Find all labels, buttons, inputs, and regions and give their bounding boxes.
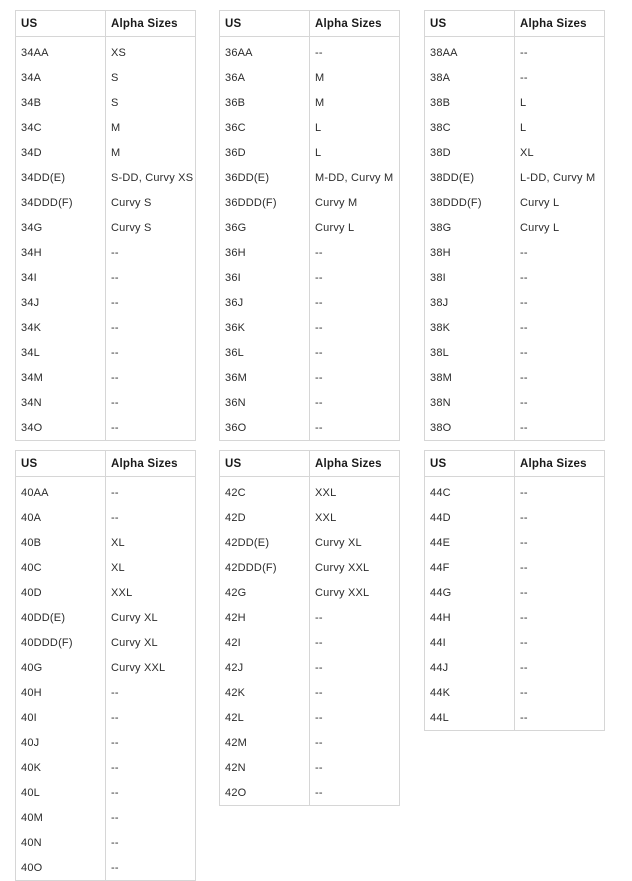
- alpha-size-cell: XXL: [310, 505, 400, 530]
- us-size-cell: 36A: [220, 65, 310, 90]
- us-size-cell: 40K: [16, 755, 106, 780]
- alpha-size-cell: --: [310, 680, 400, 705]
- table-row: [425, 390, 605, 415]
- alpha-size-cell: Curvy S: [106, 190, 196, 215]
- alpha-size-cell: Curvy XXL: [310, 580, 400, 605]
- table-row: [425, 240, 605, 265]
- us-size-cell: 38DD(E): [425, 165, 515, 190]
- table-row: [425, 415, 605, 441]
- table-row: [16, 415, 196, 441]
- alpha-size-cell: --: [310, 340, 400, 365]
- us-size-cell: 40DD(E): [16, 605, 106, 630]
- table-row: [16, 855, 196, 881]
- us-size-cell: 42DD(E): [220, 530, 310, 555]
- table-row: [425, 680, 605, 705]
- us-size-cell: 36M: [220, 365, 310, 390]
- us-size-cell: 34L: [16, 340, 106, 365]
- table-row: [425, 630, 605, 655]
- header-us: US: [16, 451, 106, 477]
- table-row: [425, 190, 605, 215]
- alpha-size-cell: --: [515, 655, 605, 680]
- table-row: [425, 705, 605, 731]
- table-row: [16, 165, 196, 190]
- header-us: US: [220, 451, 310, 477]
- us-size-cell: 36B: [220, 90, 310, 115]
- table-row: [220, 755, 400, 780]
- alpha-size-cell: --: [515, 290, 605, 315]
- us-size-cell: 42D: [220, 505, 310, 530]
- table-row: [220, 630, 400, 655]
- table-row: [16, 705, 196, 730]
- table-row: [220, 605, 400, 630]
- table-row: [16, 555, 196, 580]
- alpha-size-cell: --: [310, 365, 400, 390]
- header-us: US: [425, 451, 515, 477]
- table-row: [425, 315, 605, 340]
- table-row: [16, 655, 196, 680]
- alpha-size-cell: M: [310, 90, 400, 115]
- alpha-size-cell: Curvy XXL: [106, 655, 196, 680]
- alpha-size-cell: --: [106, 340, 196, 365]
- alpha-size-cell: --: [310, 290, 400, 315]
- table-header-row: [425, 451, 605, 477]
- header-alpha-sizes: Alpha Sizes: [515, 451, 605, 477]
- table-row: [16, 115, 196, 140]
- table-row: [220, 315, 400, 340]
- alpha-size-cell: L: [515, 115, 605, 140]
- alpha-size-cell: M: [106, 115, 196, 140]
- us-size-cell: 42M: [220, 730, 310, 755]
- alpha-size-cell: --: [515, 390, 605, 415]
- alpha-size-cell: S: [106, 90, 196, 115]
- us-size-cell: 42L: [220, 705, 310, 730]
- us-size-cell: 38B: [425, 90, 515, 115]
- table-row: [425, 140, 605, 165]
- table-header-row: [16, 451, 196, 477]
- us-size-cell: 38A: [425, 65, 515, 90]
- us-size-cell: 34A: [16, 65, 106, 90]
- table-row: [220, 705, 400, 730]
- alpha-size-cell: --: [515, 580, 605, 605]
- us-size-cell: 40L: [16, 780, 106, 805]
- alpha-size-cell: L: [515, 90, 605, 115]
- table-row: [220, 65, 400, 90]
- alpha-size-cell: --: [310, 605, 400, 630]
- table-row: [16, 805, 196, 830]
- table-row: [425, 365, 605, 390]
- alpha-size-cell: XXL: [310, 477, 400, 506]
- table-row: [16, 630, 196, 655]
- alpha-size-cell: L-DD, Curvy M: [515, 165, 605, 190]
- us-size-cell: 44I: [425, 630, 515, 655]
- us-size-cell: 42I: [220, 630, 310, 655]
- alpha-size-cell: L: [310, 140, 400, 165]
- us-size-cell: 38N: [425, 390, 515, 415]
- alpha-size-cell: Curvy L: [515, 190, 605, 215]
- us-size-cell: 38DDD(F): [425, 190, 515, 215]
- table-row: [220, 555, 400, 580]
- us-size-cell: 44G: [425, 580, 515, 605]
- table-row: [425, 580, 605, 605]
- table-row: [220, 340, 400, 365]
- alpha-size-cell: XS: [106, 37, 196, 66]
- table-row: [16, 37, 196, 66]
- us-size-cell: 38H: [425, 240, 515, 265]
- table-row: [16, 215, 196, 240]
- us-size-cell: 34H: [16, 240, 106, 265]
- alpha-size-cell: --: [106, 855, 196, 881]
- table-row: [220, 90, 400, 115]
- us-size-cell: 38M: [425, 365, 515, 390]
- header-alpha-sizes: Alpha Sizes: [106, 451, 196, 477]
- alpha-size-cell: --: [106, 240, 196, 265]
- header-us: US: [16, 11, 106, 37]
- us-size-cell: 40M: [16, 805, 106, 830]
- us-size-cell: 34D: [16, 140, 106, 165]
- alpha-size-cell: --: [310, 37, 400, 66]
- us-size-cell: 34DD(E): [16, 165, 106, 190]
- us-size-cell: 36C: [220, 115, 310, 140]
- alpha-size-cell: --: [310, 755, 400, 780]
- us-size-cell: 34M: [16, 365, 106, 390]
- us-size-cell: 40B: [16, 530, 106, 555]
- us-size-cell: 38K: [425, 315, 515, 340]
- us-size-cell: 44L: [425, 705, 515, 731]
- table-row: [16, 390, 196, 415]
- alpha-size-cell: Curvy S: [106, 215, 196, 240]
- alpha-size-cell: --: [515, 240, 605, 265]
- us-size-cell: 40I: [16, 705, 106, 730]
- table-row: [220, 780, 400, 806]
- alpha-size-cell: M: [310, 65, 400, 90]
- alpha-size-cell: --: [310, 630, 400, 655]
- alpha-size-cell: M-DD, Curvy M: [310, 165, 400, 190]
- us-size-cell: 34G: [16, 215, 106, 240]
- size-table: [15, 10, 196, 441]
- us-size-cell: 36N: [220, 390, 310, 415]
- table-row: [16, 530, 196, 555]
- us-size-cell: 42J: [220, 655, 310, 680]
- size-table: [424, 10, 605, 441]
- alpha-size-cell: --: [515, 630, 605, 655]
- us-size-cell: 42C: [220, 477, 310, 506]
- us-size-cell: 44D: [425, 505, 515, 530]
- us-size-cell: 38L: [425, 340, 515, 365]
- size-table: [219, 450, 400, 806]
- alpha-size-cell: XL: [106, 530, 196, 555]
- alpha-size-cell: --: [310, 240, 400, 265]
- table-row: [220, 265, 400, 290]
- table-row: [16, 780, 196, 805]
- us-size-cell: 44F: [425, 555, 515, 580]
- alpha-size-cell: --: [515, 505, 605, 530]
- us-size-cell: 40D: [16, 580, 106, 605]
- table-row: [220, 415, 400, 441]
- table-row: [16, 365, 196, 390]
- alpha-size-cell: --: [310, 655, 400, 680]
- alpha-size-cell: L: [310, 115, 400, 140]
- table-row: [425, 65, 605, 90]
- us-size-cell: 34J: [16, 290, 106, 315]
- table-row: [220, 477, 400, 506]
- us-size-cell: 40H: [16, 680, 106, 705]
- table-row: [16, 755, 196, 780]
- us-size-cell: 38D: [425, 140, 515, 165]
- alpha-size-cell: Curvy XXL: [310, 555, 400, 580]
- table-row: [220, 580, 400, 605]
- us-size-cell: 36DD(E): [220, 165, 310, 190]
- table-row: [16, 830, 196, 855]
- us-size-cell: 38G: [425, 215, 515, 240]
- us-size-cell: 34DDD(F): [16, 190, 106, 215]
- us-size-cell: 36L: [220, 340, 310, 365]
- alpha-size-cell: --: [106, 390, 196, 415]
- us-size-cell: 38I: [425, 265, 515, 290]
- alpha-size-cell: --: [310, 730, 400, 755]
- table-row: [220, 655, 400, 680]
- table-row: [16, 265, 196, 290]
- us-size-cell: 40DDD(F): [16, 630, 106, 655]
- us-size-cell: 36I: [220, 265, 310, 290]
- table-row: [220, 680, 400, 705]
- alpha-size-cell: --: [515, 365, 605, 390]
- us-size-cell: 34C: [16, 115, 106, 140]
- alpha-size-cell: Curvy XL: [310, 530, 400, 555]
- us-size-cell: 38J: [425, 290, 515, 315]
- size-table: [219, 10, 400, 441]
- alpha-size-cell: --: [515, 477, 605, 506]
- us-size-cell: 38AA: [425, 37, 515, 66]
- us-size-cell: 34K: [16, 315, 106, 340]
- table-row: [425, 605, 605, 630]
- us-size-cell: 36K: [220, 315, 310, 340]
- table-row: [220, 505, 400, 530]
- us-size-cell: 36O: [220, 415, 310, 441]
- table-row: [16, 340, 196, 365]
- table-row: [425, 477, 605, 506]
- alpha-size-cell: --: [106, 505, 196, 530]
- table-row: [220, 115, 400, 140]
- alpha-size-cell: Curvy L: [515, 215, 605, 240]
- table-row: [425, 115, 605, 140]
- alpha-size-cell: Curvy XL: [106, 605, 196, 630]
- header-alpha-sizes: Alpha Sizes: [310, 451, 400, 477]
- us-size-cell: 38O: [425, 415, 515, 441]
- table-row: [16, 315, 196, 340]
- table-row: [16, 290, 196, 315]
- us-size-cell: 42K: [220, 680, 310, 705]
- table-row: [425, 37, 605, 66]
- table-row: [220, 240, 400, 265]
- us-size-cell: 36D: [220, 140, 310, 165]
- header-alpha-sizes: Alpha Sizes: [106, 11, 196, 37]
- table-header-row: [220, 11, 400, 37]
- header-alpha-sizes: Alpha Sizes: [515, 11, 605, 37]
- alpha-size-cell: --: [106, 290, 196, 315]
- alpha-size-cell: --: [515, 705, 605, 731]
- alpha-size-cell: S: [106, 65, 196, 90]
- table-row: [425, 530, 605, 555]
- alpha-size-cell: --: [106, 365, 196, 390]
- header-alpha-sizes: Alpha Sizes: [310, 11, 400, 37]
- table-row: [220, 215, 400, 240]
- table-row: [425, 215, 605, 240]
- alpha-size-cell: Curvy M: [310, 190, 400, 215]
- alpha-size-cell: --: [310, 415, 400, 441]
- alpha-size-cell: --: [106, 680, 196, 705]
- table-row: [220, 37, 400, 66]
- table-row: [425, 340, 605, 365]
- table-row: [16, 580, 196, 605]
- us-size-cell: 42H: [220, 605, 310, 630]
- table-row: [425, 655, 605, 680]
- size-table: [424, 450, 605, 731]
- alpha-size-cell: --: [515, 65, 605, 90]
- alpha-size-cell: --: [106, 830, 196, 855]
- alpha-size-cell: --: [106, 415, 196, 441]
- us-size-cell: 40AA: [16, 477, 106, 506]
- table-row: [220, 140, 400, 165]
- table-header-row: [220, 451, 400, 477]
- alpha-size-cell: --: [310, 390, 400, 415]
- table-row: [16, 90, 196, 115]
- table-row: [220, 730, 400, 755]
- alpha-size-cell: XXL: [106, 580, 196, 605]
- table-row: [16, 730, 196, 755]
- alpha-size-cell: M: [106, 140, 196, 165]
- us-size-cell: 40A: [16, 505, 106, 530]
- table-row: [220, 365, 400, 390]
- us-size-cell: 44C: [425, 477, 515, 506]
- table-row: [16, 680, 196, 705]
- table-row: [425, 290, 605, 315]
- alpha-size-cell: --: [515, 605, 605, 630]
- us-size-cell: 34N: [16, 390, 106, 415]
- alpha-size-cell: --: [106, 315, 196, 340]
- alpha-size-cell: --: [515, 265, 605, 290]
- us-size-cell: 40J: [16, 730, 106, 755]
- table-row: [220, 190, 400, 215]
- us-size-cell: 34B: [16, 90, 106, 115]
- table-row: [220, 290, 400, 315]
- table-row: [16, 240, 196, 265]
- us-size-cell: 36H: [220, 240, 310, 265]
- table-row: [16, 477, 196, 506]
- alpha-size-cell: --: [515, 340, 605, 365]
- table-row: [220, 530, 400, 555]
- us-size-cell: 36J: [220, 290, 310, 315]
- alpha-size-cell: --: [106, 705, 196, 730]
- alpha-size-cell: XL: [106, 555, 196, 580]
- alpha-size-cell: --: [515, 415, 605, 441]
- alpha-size-cell: --: [515, 680, 605, 705]
- header-us: US: [220, 11, 310, 37]
- us-size-cell: 40G: [16, 655, 106, 680]
- table-row: [425, 265, 605, 290]
- us-size-cell: 44K: [425, 680, 515, 705]
- us-size-cell: 40O: [16, 855, 106, 881]
- table-row: [425, 165, 605, 190]
- alpha-size-cell: S-DD, Curvy XS: [106, 165, 196, 190]
- alpha-size-cell: --: [106, 477, 196, 506]
- alpha-size-cell: --: [310, 315, 400, 340]
- table-row: [425, 90, 605, 115]
- table-row: [16, 65, 196, 90]
- us-size-cell: 40C: [16, 555, 106, 580]
- alpha-size-cell: --: [310, 705, 400, 730]
- alpha-size-cell: --: [106, 780, 196, 805]
- us-size-cell: 42N: [220, 755, 310, 780]
- header-us: US: [425, 11, 515, 37]
- us-size-cell: 44E: [425, 530, 515, 555]
- alpha-size-cell: --: [515, 555, 605, 580]
- us-size-cell: 44J: [425, 655, 515, 680]
- alpha-size-cell: --: [515, 530, 605, 555]
- us-size-cell: 42O: [220, 780, 310, 806]
- table-row: [16, 505, 196, 530]
- alpha-size-cell: Curvy XL: [106, 630, 196, 655]
- us-size-cell: 34I: [16, 265, 106, 290]
- us-size-cell: 36DDD(F): [220, 190, 310, 215]
- alpha-size-cell: --: [310, 265, 400, 290]
- table-row: [16, 190, 196, 215]
- table-row: [16, 140, 196, 165]
- table-row: [425, 505, 605, 530]
- us-size-cell: 34O: [16, 415, 106, 441]
- alpha-size-cell: --: [106, 265, 196, 290]
- table-row: [220, 165, 400, 190]
- us-size-cell: 44H: [425, 605, 515, 630]
- alpha-size-cell: --: [515, 315, 605, 340]
- alpha-size-cell: --: [515, 37, 605, 66]
- table-header-row: [16, 11, 196, 37]
- alpha-size-cell: --: [310, 780, 400, 806]
- us-size-cell: 36AA: [220, 37, 310, 66]
- us-size-cell: 40N: [16, 830, 106, 855]
- alpha-size-cell: XL: [515, 140, 605, 165]
- us-size-cell: 36G: [220, 215, 310, 240]
- us-size-cell: 38C: [425, 115, 515, 140]
- alpha-size-cell: --: [106, 755, 196, 780]
- alpha-size-cell: --: [106, 805, 196, 830]
- alpha-size-cell: --: [106, 730, 196, 755]
- alpha-size-cell: Curvy L: [310, 215, 400, 240]
- us-size-cell: 42DDD(F): [220, 555, 310, 580]
- us-size-cell: 42G: [220, 580, 310, 605]
- table-header-row: [425, 11, 605, 37]
- us-size-cell: 34AA: [16, 37, 106, 66]
- table-row: [425, 555, 605, 580]
- table-row: [220, 390, 400, 415]
- table-row: [16, 605, 196, 630]
- size-table: [15, 450, 196, 881]
